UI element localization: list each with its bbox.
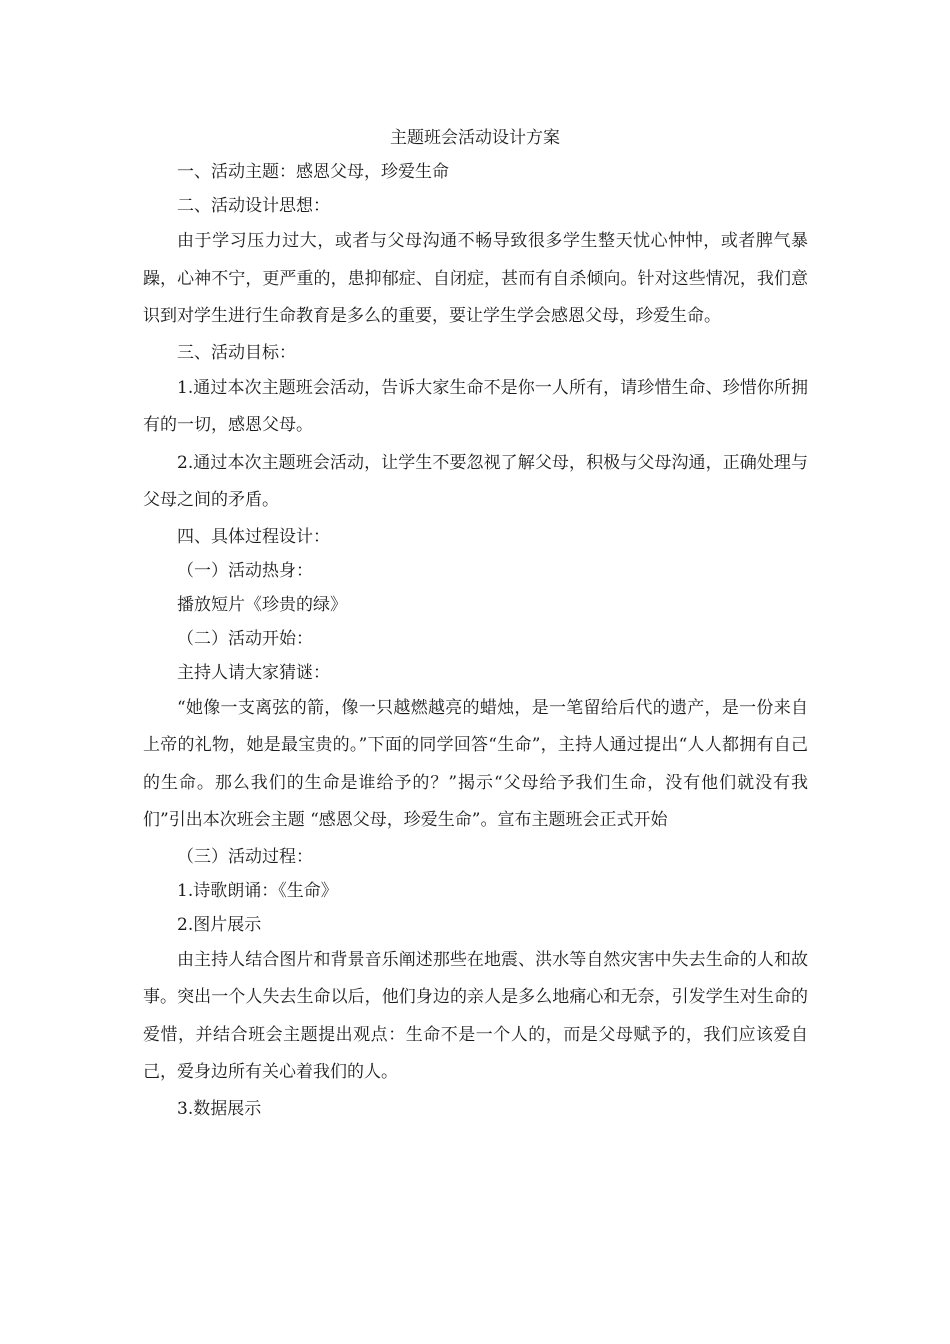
section-heading-design-idea: 二、活动设计思想： xyxy=(177,196,330,216)
document-title: 主题班会活动设计方案 xyxy=(390,128,560,148)
section-heading-goals: 三、活动目标： xyxy=(177,342,296,363)
subheading-warmup: （一）活动热身： xyxy=(177,560,313,581)
list-item-poem: 1.诗歌朗诵：《生命》 xyxy=(177,880,338,901)
paragraph-warmup: 播放短片《珍贵的绿》 xyxy=(177,594,347,615)
paragraph-pictures: 由主持人结合图片和背景音乐阐述那些在地震、洪水等自然灾害中失去生命的人和故事。突出一个人失去生命以后，他们身边的亲人是多么地痛心和无奈，引发学生对生命的爱惜，并结合班会主题提出观点：生命不是一个人的，而是父母赋予的，我们应该爱自己，爱身边所有关心着我们的人。 xyxy=(143,949,808,1082)
subheading-activity: （三）活动过程： xyxy=(177,846,313,867)
paragraph-design-idea: 由于学习压力过大，或者与父母沟通不畅导致很多学生整天忧心忡忡，或者脾气暴躁，心神不宁，更严重的，患抑郁症、自闭症，甚而有自杀倾向。针对这些情况，我们意识到对学生进行生命教育是多么的重要，要让学生学会感恩父母，珍爱生命。 xyxy=(143,231,808,326)
paragraph-goal-1: 1.通过本次主题班会活动，告诉大家生命不是你一人所有，请珍惜生命、珍惜你所拥有的一切，感恩父母。 xyxy=(143,377,808,435)
paragraph-riddle: “她像一支离弦的箭，像一只越燃越亮的蜡烛，是一笔留给后代的遗产，是一份来自上帝的礼物，她是最宝贵的。”下面的同学回答“生命”，主持人通过提出“人人都拥有自己的生命。那么我们的生命是谁给予的？”揭示“父母给予我们生命，没有他们就没有我们”引出本次班会主题 “感恩父母，珍爱生命”。宣布主题班会正式开始 xyxy=(143,697,808,830)
section-heading-theme: 一、活动主题：感恩父母，珍爱生命 xyxy=(177,162,449,182)
subheading-start: （二）活动开始： xyxy=(177,628,313,649)
list-item-data: 3.数据展示 xyxy=(177,1098,262,1119)
section-heading-process: 四、具体过程设计： xyxy=(177,526,330,547)
paragraph-goal-2: 2.通过本次主题班会活动，让学生不要忽视了解父母，积极与父母沟通，正确处理与父母之间的矛盾。 xyxy=(143,452,808,510)
paragraph-riddle-intro: 主持人请大家猜谜： xyxy=(177,662,330,683)
document-body xyxy=(143,155,808,1126)
list-item-pictures: 2.图片展示 xyxy=(177,914,262,935)
